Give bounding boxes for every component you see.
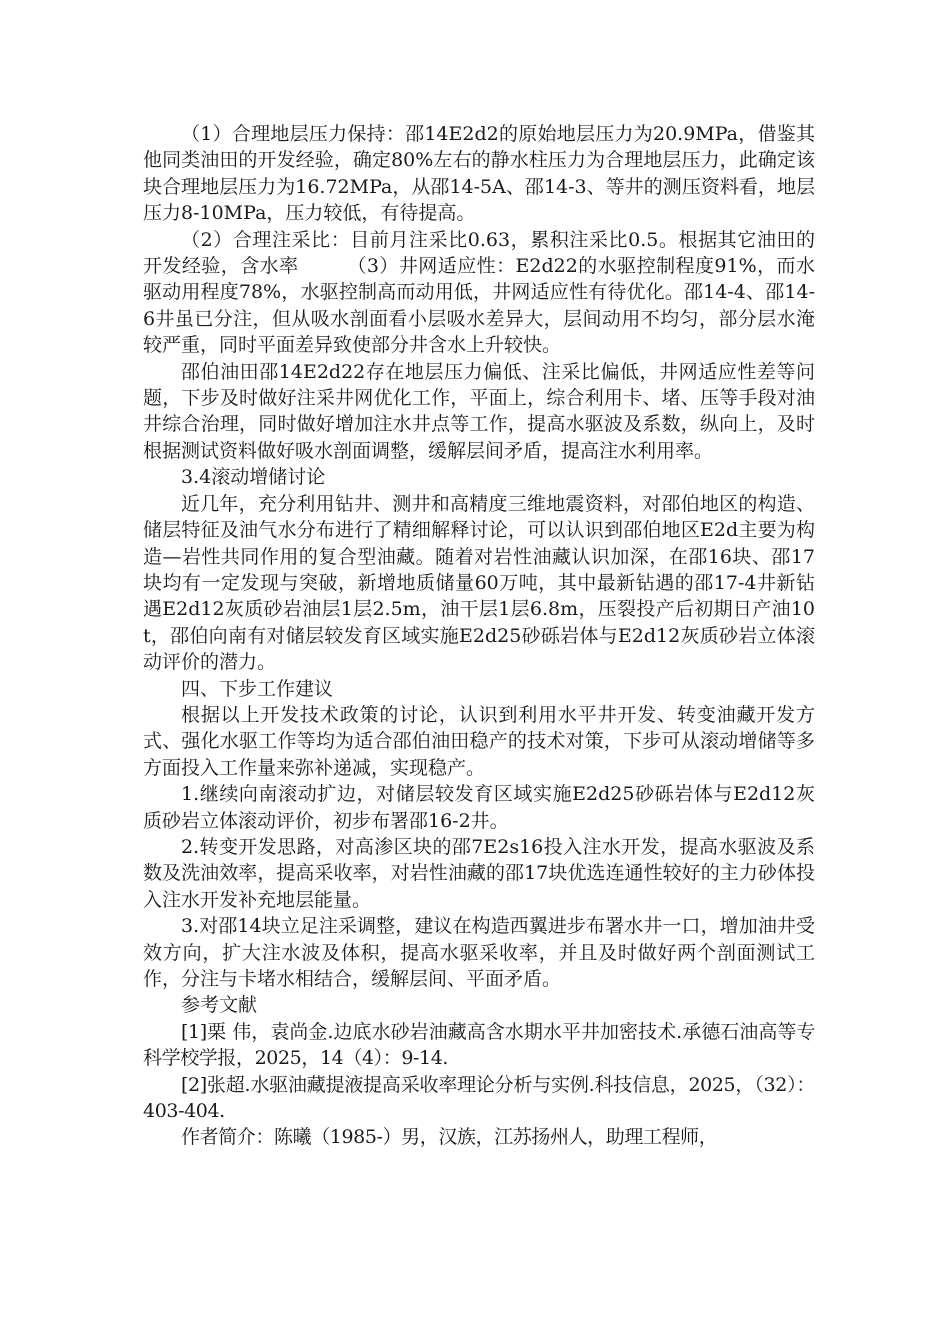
author-bio: 作者简介：陈曦（1985-）男，汉族，江苏扬州人，助理工程师， [181,1126,718,1149]
section-heading-rolling-reserves: 3.4滚动增储讨论 [181,466,326,489]
paragraph-summary-shao14: 邵伯油田邵14E2d22存在地层压力偏低、注采比偏低，井网适应性差等问题，下步及时做好注采井网优化工作，平面上，综合利用卡、堵、压等手段对油井综合治理，同时做好增加注水井点等工作，提高水驱波及系数，纵向上，及时根据测试资料做好吸水剖面调整，缓解层间矛盾，提高注水利用率。 [143,360,815,462]
list-item-suggestion-1: 1.继续向南滚动扩边，对储层较发育区域实施E2d25砂砾岩体与E2d12灰质砂岩立体滚动评价，初步布署邵16-2井。 [143,783,815,832]
document-body [143,121,815,1151]
paragraph-pressure-maintenance: （1）合理地层压力保持：邵14E2d2的原始地层压力为20.9MPa，借鉴其他同类油田的开发经验，确定80%左右的静水柱压力为合理地层压力，此确定该块合理地层压力为16.72MPa，从邵14-5A、邵14-3、等井的测压资料看，地层压力8-10MPa，压力较低，有待提高。 [143,123,815,225]
paragraph-injection-ratio: （2）合理注采比：目前月注采比0.63，累积注采比0.5。根据其它油田的开发经验，含水率 （3）井网适应性：E2d22的水驱控制程度91%，而水驱动用程度78%，水驱控制高而动用低，井网适应性有待优化。邵14-4、邵14-6井虽已分注，但从吸水剖面看小层吸水差异大，层间动用不均匀，部分层水淹较严重，同时平面差异致使部分井含水上升较快。 [143,228,815,357]
list-item-suggestion-3: 3.对邵14块立足注采调整，建议在构造西翼进步布署水井一口，增加油井受效方向，扩大注水波及体积，提高水驱采收率，并且及时做好两个剖面测试工作，分注与卡堵水相结合，缓解层间、平面矛盾。 [143,915,815,990]
section-heading-next-steps: 四、下步工作建议 [181,677,334,700]
reference-item-1: [1]栗 伟，袁尚金.边底水砂岩油藏高含水期水平井加密技术.承德石油高等专科学校学报，2025，14（4）：9-14. [143,1020,815,1070]
paragraph-next-steps-intro: 根据以上开发技术政策的讨论，认识到利用水平井开发、转变油藏开发方式、强化水驱工作等均为适合邵伯油田稳产的技术对策，下步可从滚动增储等多方面投入工作量来弥补递减，实现稳产。 [143,703,815,779]
list-item-suggestion-2: 2.转变开发思路，对高渗区块的邵7E2s16投入注水开发，提高水驱波及系数及洗油效率，提高采收率，对岩性油藏的邵17块优选连通性较好的主力砂体投入注水开发补充地层能量。 [143,835,815,911]
reference-item-2: [2]张超.水驱油藏提液提高采收率理论分析与实例.科技信息，2025，（32）：403-404. [143,1073,815,1123]
paragraph-rolling-reserves: 近几年，充分利用钻井、测井和高精度三维地震资料，对邵伯地区的构造、储层特征及油气水分布进行了精细解释讨论，可以认识到邵伯地区E2d主要为构造—岩性共同作用的复合型油藏。随着对岩性油藏认识加深，在邵16块、邵17块均有一定发现与突破，新增地质储量60万吨，其中最新钻遇的邵17-4井新钻遇E2d12灰质砂岩油层1层2.5m，油干层1层6.8m，压裂投产后初期日产油10t，邵伯向南有对储层较发育区域实施E2d25砂砾岩体与E2d12灰质砂岩立体滚动评价的潜力。 [143,492,815,674]
references-heading: 参考文献 [181,994,258,1017]
